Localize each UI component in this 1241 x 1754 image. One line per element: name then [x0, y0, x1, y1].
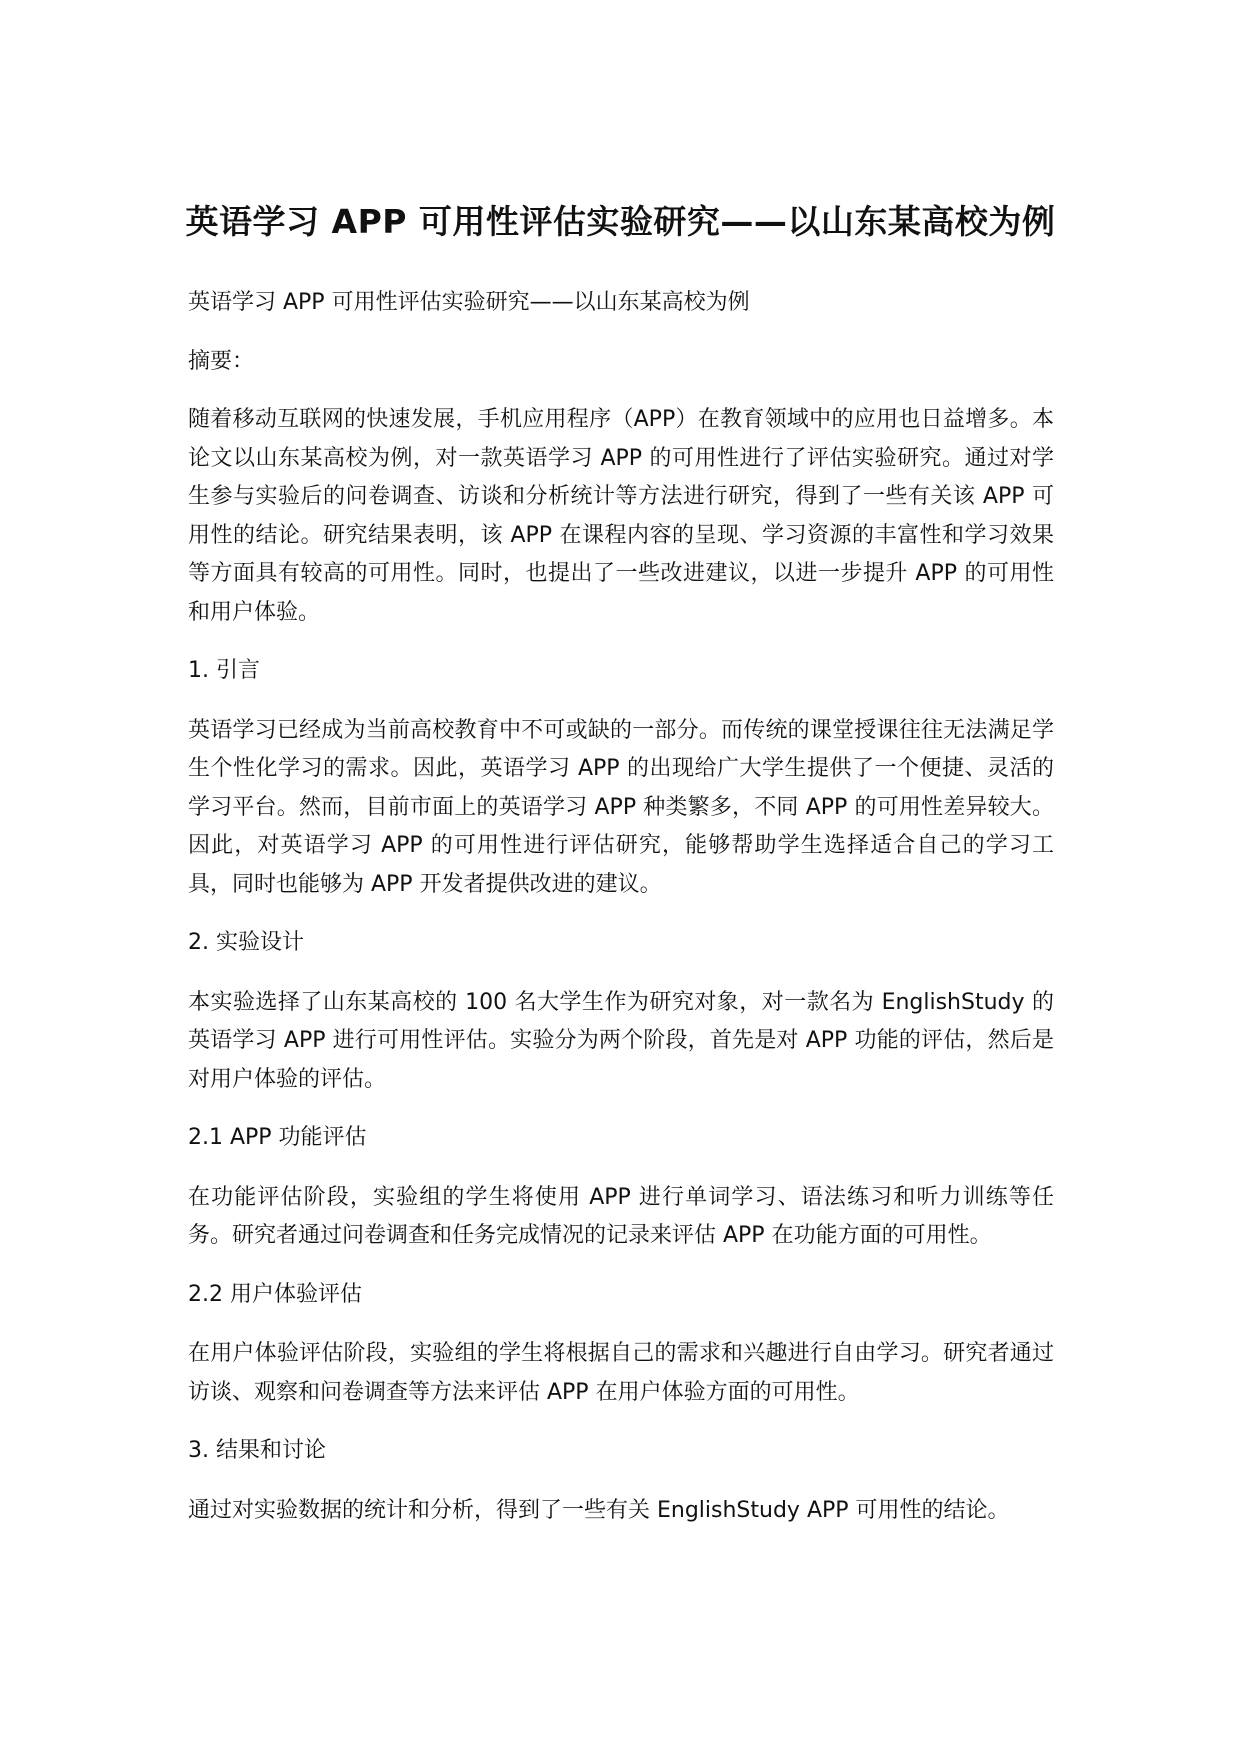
section-body-ux-evaluation: 在用户体验评估阶段，实验组的学生将根据自己的需求和兴趣进行自由学习。研究者通过访谈、观察和问卷调查等方法来评估 APP 在用户体验方面的可用性。	[188, 1341, 1054, 1405]
section-body-experiment-design: 本实验选择了山东某高校的 100 名大学生作为研究对象，对一款名为 EnglishStudy 的英语学习 APP 进行可用性评估。实验分为两个阶段，首先是对 APP 功能的评估，然后是对用户体验的评估。	[188, 989, 1054, 1092]
section-body-introduction: 英语学习已经成为当前高校教育中不可或缺的一部分。而传统的课堂授课往往无法满足学生个性化学习的需求。因此，英语学习 APP 的出现给广大学生提供了一个便捷、灵活的学习平台。然而，目前市面上的英语学习 APP 种类繁多，不同 APP 的可用性差异较大。因此，对英语学习 APP 的可用性进行评估研究，能够帮助学生选择适合自己的学习工具，同时也能够为 APP 开发者提供改进的建议。	[188, 717, 1054, 897]
section-heading-function-evaluation: 2.1 APP 功能评估	[188, 1125, 367, 1150]
section-heading-ux-evaluation: 2.2 用户体验评估	[188, 1281, 362, 1307]
section-body-results: 通过对实验数据的统计和分析，得到了一些有关 EnglishStudy APP 可用性的结论。	[188, 1497, 1010, 1523]
section-heading-experiment-design: 2. 实验设计	[188, 930, 304, 955]
section-body-function-evaluation: 在功能评估阶段，实验组的学生将使用 APP 进行单词学习、语法练习和听力训练等任务。研究者通过问卷调查和任务完成情况的记录来评估 APP 在功能方面的可用性。	[188, 1184, 1054, 1248]
abstract-label: 摘要：	[188, 348, 255, 374]
document-body	[188, 284, 1054, 1550]
abstract-text: 随着移动互联网的快速发展，手机应用程序（APP）在教育领域中的应用也日益增多。本论文以山东某高校为例，对一款英语学习 APP 的可用性进行了评估实验研究。通过对学生参与实验后的问卷调查、访谈和分析统计等方法进行研究，得到了一些有关该 APP 可用性的结论。研究结果表明，该 APP 在课程内容的呈现、学习资源的丰富性和学习效果等方面具有较高的可用性。同时，也提出了一些改进建议，以进一步提升 APP 的可用性和用户体验。	[188, 407, 1054, 625]
document-subtitle: 英语学习 APP 可用性评估实验研究——以山东某高校为例	[188, 290, 750, 315]
section-heading-introduction: 1. 引言	[188, 658, 260, 683]
section-heading-results: 3. 结果和讨论	[188, 1438, 326, 1463]
document-title: 英语学习 APP 可用性评估实验研究——以山东某高校为例	[185, 202, 1056, 242]
